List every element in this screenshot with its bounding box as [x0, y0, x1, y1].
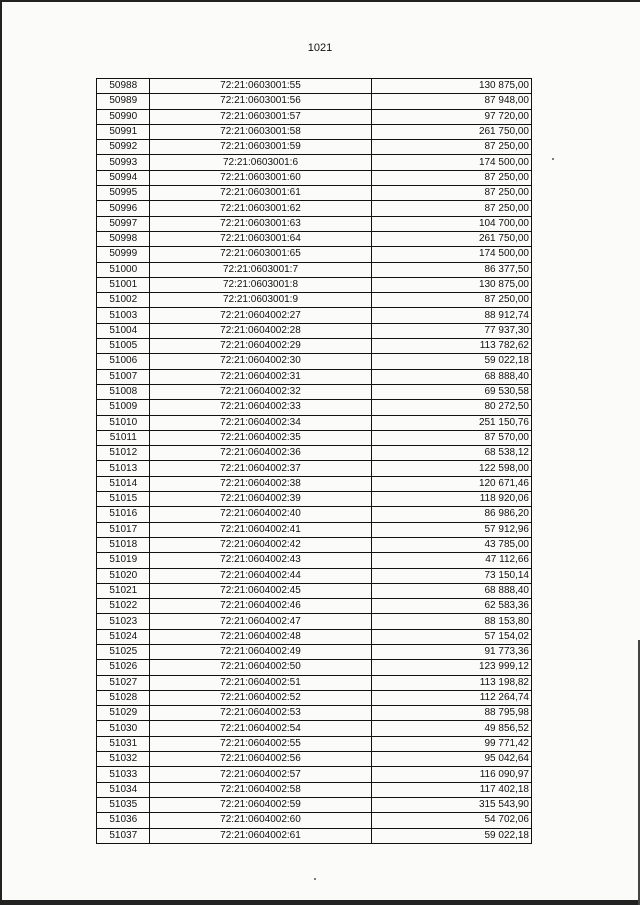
row-number-cell: 51007	[97, 369, 150, 384]
cadastral-number-cell: 72:21:0603001:56	[150, 94, 371, 109]
scan-border-top	[0, 0, 640, 2]
cadastral-value-cell: 97 720,00	[371, 109, 531, 124]
row-number-cell: 51005	[97, 339, 150, 354]
row-number-cell: 51019	[97, 553, 150, 568]
cadastral-value-cell: 88 912,74	[371, 308, 531, 323]
cadastral-value-cell: 87 250,00	[371, 170, 531, 185]
table-row	[97, 752, 532, 767]
table-row	[97, 507, 532, 522]
scan-speck	[314, 878, 316, 880]
cadastral-value-cell: 57 154,02	[371, 629, 531, 644]
row-number-cell: 51037	[97, 828, 150, 843]
row-number-cell: 51006	[97, 354, 150, 369]
cadastral-value-cell: 315 543,90	[371, 797, 531, 812]
cadastral-number-cell: 72:21:0604002:48	[150, 629, 371, 644]
row-number-cell: 51023	[97, 614, 150, 629]
row-number-cell: 51009	[97, 400, 150, 415]
scan-speck	[552, 158, 554, 160]
cadastral-value-cell: 95 042,64	[371, 752, 531, 767]
row-number-cell: 51031	[97, 736, 150, 751]
cadastral-number-cell: 72:21:0604002:61	[150, 828, 371, 843]
cadastral-number-cell: 72:21:0603001:64	[150, 231, 371, 246]
cadastral-number-cell: 72:21:0603001:6	[150, 155, 371, 170]
table-row	[97, 430, 532, 445]
row-number-cell: 51001	[97, 277, 150, 292]
table-row	[97, 354, 532, 369]
row-number-cell: 51012	[97, 446, 150, 461]
table-row	[97, 155, 532, 170]
cadastral-number-cell: 72:21:0603001:63	[150, 216, 371, 231]
cadastral-value-cell: 87 250,00	[371, 201, 531, 216]
row-number-cell: 51015	[97, 492, 150, 507]
cadastral-value-cell: 130 875,00	[371, 79, 531, 94]
table-row	[97, 339, 532, 354]
cadastral-value-cell: 130 875,00	[371, 277, 531, 292]
cadastral-value-cell: 117 402,18	[371, 782, 531, 797]
cadastral-value-cell: 69 530,58	[371, 384, 531, 399]
table-row	[97, 247, 532, 262]
cadastral-value-cell: 122 598,00	[371, 461, 531, 476]
table-row	[97, 79, 532, 94]
cadastral-number-cell: 72:21:0604002:55	[150, 736, 371, 751]
cadastral-value-cell: 77 937,30	[371, 323, 531, 338]
cadastral-value-cell: 99 771,42	[371, 736, 531, 751]
cadastral-value-cell: 120 671,46	[371, 476, 531, 491]
cadastral-number-cell: 72:21:0603001:57	[150, 109, 371, 124]
table-row	[97, 140, 532, 155]
row-number-cell: 50991	[97, 124, 150, 139]
cadastral-number-cell: 72:21:0603001:9	[150, 293, 371, 308]
scan-border-left	[0, 0, 2, 905]
table-row	[97, 369, 532, 384]
table-row	[97, 797, 532, 812]
cadastral-value-cell: 118 920,06	[371, 492, 531, 507]
row-number-cell: 50999	[97, 247, 150, 262]
cadastral-number-cell: 72:21:0604002:49	[150, 644, 371, 659]
row-number-cell: 51018	[97, 537, 150, 552]
table-row	[97, 767, 532, 782]
cadastral-value-cell: 59 022,18	[371, 354, 531, 369]
cadastral-number-cell: 72:21:0604002:43	[150, 553, 371, 568]
row-number-cell: 51017	[97, 522, 150, 537]
table-row	[97, 599, 532, 614]
table-row	[97, 660, 532, 675]
row-number-cell: 51011	[97, 430, 150, 445]
cadastral-number-cell: 72:21:0604002:34	[150, 415, 371, 430]
cadastral-number-cell: 72:21:0604002:27	[150, 308, 371, 323]
row-number-cell: 51016	[97, 507, 150, 522]
row-number-cell: 51000	[97, 262, 150, 277]
row-number-cell: 50998	[97, 231, 150, 246]
cadastral-number-cell: 72:21:0604002:56	[150, 752, 371, 767]
table-row	[97, 644, 532, 659]
cadastral-number-cell: 72:21:0604002:59	[150, 797, 371, 812]
cadastral-number-cell: 72:21:0604002:41	[150, 522, 371, 537]
cadastral-number-cell: 72:21:0604002:52	[150, 690, 371, 705]
table-row	[97, 813, 532, 828]
cadastral-value-cell: 87 250,00	[371, 293, 531, 308]
cadastral-value-cell: 47 112,66	[371, 553, 531, 568]
cadastral-number-cell: 72:21:0604002:47	[150, 614, 371, 629]
cadastral-number-cell: 72:21:0603001:55	[150, 79, 371, 94]
table-row	[97, 614, 532, 629]
row-number-cell: 51022	[97, 599, 150, 614]
cadastral-value-cell: 113 782,62	[371, 339, 531, 354]
row-number-cell: 51035	[97, 797, 150, 812]
table-body	[97, 79, 532, 844]
cadastral-value-cell: 261 750,00	[371, 124, 531, 139]
row-number-cell: 51034	[97, 782, 150, 797]
cadastral-value-cell: 62 583,36	[371, 599, 531, 614]
row-number-cell: 51030	[97, 721, 150, 736]
cadastral-value-cell: 86 377,50	[371, 262, 531, 277]
cadastral-number-cell: 72:21:0603001:58	[150, 124, 371, 139]
cadastral-number-cell: 72:21:0604002:37	[150, 461, 371, 476]
cadastral-number-cell: 72:21:0604002:54	[150, 721, 371, 736]
cadastral-number-cell: 72:21:0604002:45	[150, 583, 371, 598]
table-row	[97, 675, 532, 690]
cadastral-value-cell: 57 912,96	[371, 522, 531, 537]
table-row	[97, 736, 532, 751]
row-number-cell: 51002	[97, 293, 150, 308]
row-number-cell: 50996	[97, 201, 150, 216]
cadastral-value-cell: 91 773,36	[371, 644, 531, 659]
table-row	[97, 568, 532, 583]
cadastral-number-cell: 72:21:0604002:35	[150, 430, 371, 445]
row-number-cell: 50992	[97, 140, 150, 155]
cadastral-value-cell: 87 250,00	[371, 186, 531, 201]
cadastral-number-cell: 72:21:0604002:46	[150, 599, 371, 614]
cadastral-number-cell: 72:21:0604002:29	[150, 339, 371, 354]
cadastral-value-cell: 116 090,97	[371, 767, 531, 782]
cadastral-value-cell: 112 264,74	[371, 690, 531, 705]
cadastral-value-cell: 87 948,00	[371, 94, 531, 109]
row-number-cell: 51020	[97, 568, 150, 583]
row-number-cell: 50989	[97, 94, 150, 109]
page-number: 1021	[307, 42, 333, 54]
row-number-cell: 51014	[97, 476, 150, 491]
table-row	[97, 384, 532, 399]
table-row	[97, 308, 532, 323]
table-row	[97, 782, 532, 797]
table-row	[97, 400, 532, 415]
cadastral-number-cell: 72:21:0604002:28	[150, 323, 371, 338]
table-row	[97, 537, 532, 552]
cadastral-number-cell: 72:21:0604002:42	[150, 537, 371, 552]
table-row	[97, 186, 532, 201]
cadastral-number-cell: 72:21:0603001:61	[150, 186, 371, 201]
cadastral-value-cell: 113 198,82	[371, 675, 531, 690]
table-row	[97, 706, 532, 721]
table-row	[97, 828, 532, 843]
row-number-cell: 51008	[97, 384, 150, 399]
cadastral-value-cell: 261 750,00	[371, 231, 531, 246]
cadastral-number-cell: 72:21:0604002:50	[150, 660, 371, 675]
row-number-cell: 51013	[97, 461, 150, 476]
cadastral-value-cell: 87 570,00	[371, 430, 531, 445]
cadastral-number-cell: 72:21:0604002:36	[150, 446, 371, 461]
table-row	[97, 522, 532, 537]
row-number-cell: 50995	[97, 186, 150, 201]
row-number-cell: 50993	[97, 155, 150, 170]
cadastral-number-cell: 72:21:0604002:33	[150, 400, 371, 415]
cadastral-value-cell: 104 700,00	[371, 216, 531, 231]
row-number-cell: 51025	[97, 644, 150, 659]
cadastral-value-cell: 68 538,12	[371, 446, 531, 461]
cadastral-number-cell: 72:21:0604002:58	[150, 782, 371, 797]
table-row	[97, 629, 532, 644]
cadastral-value-cell: 86 986,20	[371, 507, 531, 522]
table-row	[97, 216, 532, 231]
cadastral-value-cell: 174 500,00	[371, 247, 531, 262]
row-number-cell: 51032	[97, 752, 150, 767]
table-row	[97, 170, 532, 185]
row-number-cell: 51036	[97, 813, 150, 828]
row-number-cell: 50988	[97, 79, 150, 94]
cadastral-number-cell: 72:21:0604002:39	[150, 492, 371, 507]
table-row	[97, 94, 532, 109]
row-number-cell: 51027	[97, 675, 150, 690]
row-number-cell: 51033	[97, 767, 150, 782]
row-number-cell: 51024	[97, 629, 150, 644]
table-row	[97, 201, 532, 216]
table-row	[97, 124, 532, 139]
row-number-cell: 50997	[97, 216, 150, 231]
cadastral-value-cell: 123 999,12	[371, 660, 531, 675]
table-row	[97, 323, 532, 338]
scan-border-bottom	[0, 900, 640, 905]
cadastral-number-cell: 72:21:0604002:30	[150, 354, 371, 369]
cadastral-value-cell: 73 150,14	[371, 568, 531, 583]
cadastral-number-cell: 72:21:0603001:62	[150, 201, 371, 216]
row-number-cell: 51029	[97, 706, 150, 721]
row-number-cell: 51003	[97, 308, 150, 323]
cadastral-value-cell: 88 153,80	[371, 614, 531, 629]
cadastral-number-cell: 72:21:0604002:38	[150, 476, 371, 491]
cadastral-value-cell: 174 500,00	[371, 155, 531, 170]
row-number-cell: 51004	[97, 323, 150, 338]
table-row	[97, 277, 532, 292]
cadastral-value-cell: 49 856,52	[371, 721, 531, 736]
row-number-cell: 51028	[97, 690, 150, 705]
table-row	[97, 293, 532, 308]
table-row	[97, 721, 532, 736]
cadastral-number-cell: 72:21:0604002:60	[150, 813, 371, 828]
cadastral-number-cell: 72:21:0604002:53	[150, 706, 371, 721]
cadastral-value-cell: 68 888,40	[371, 369, 531, 384]
table-row	[97, 690, 532, 705]
cadastral-number-cell: 72:21:0603001:59	[150, 140, 371, 155]
table-row	[97, 109, 532, 124]
row-number-cell: 50994	[97, 170, 150, 185]
cadastral-value-cell: 80 272,50	[371, 400, 531, 415]
cadastral-number-cell: 72:21:0604002:40	[150, 507, 371, 522]
table-row	[97, 476, 532, 491]
table-row	[97, 583, 532, 598]
cadastral-number-cell: 72:21:0603001:60	[150, 170, 371, 185]
cadastral-number-cell: 72:21:0604002:51	[150, 675, 371, 690]
row-number-cell: 51026	[97, 660, 150, 675]
table-row	[97, 553, 532, 568]
cadastral-number-cell: 72:21:0603001:65	[150, 247, 371, 262]
cadastral-number-cell: 72:21:0603001:7	[150, 262, 371, 277]
table-row	[97, 492, 532, 507]
cadastral-value-cell: 43 785,00	[371, 537, 531, 552]
row-number-cell: 50990	[97, 109, 150, 124]
cadastral-number-cell: 72:21:0604002:57	[150, 767, 371, 782]
cadastral-value-cell: 68 888,40	[371, 583, 531, 598]
cadastral-value-cell: 251 150,76	[371, 415, 531, 430]
cadastral-number-cell: 72:21:0604002:31	[150, 369, 371, 384]
cadastral-number-cell: 72:21:0604002:44	[150, 568, 371, 583]
table-row	[97, 446, 532, 461]
cadastral-value-cell: 87 250,00	[371, 140, 531, 155]
cadastral-number-cell: 72:21:0603001:8	[150, 277, 371, 292]
cadastral-number-cell: 72:21:0604002:32	[150, 384, 371, 399]
row-number-cell: 51021	[97, 583, 150, 598]
cadastral-value-cell: 59 022,18	[371, 828, 531, 843]
table-row	[97, 231, 532, 246]
table-row	[97, 461, 532, 476]
cadastral-value-cell: 54 702,06	[371, 813, 531, 828]
table-row	[97, 415, 532, 430]
cadastral-value-table	[96, 78, 532, 844]
table-row	[97, 262, 532, 277]
row-number-cell: 51010	[97, 415, 150, 430]
cadastral-value-cell: 88 795,98	[371, 706, 531, 721]
